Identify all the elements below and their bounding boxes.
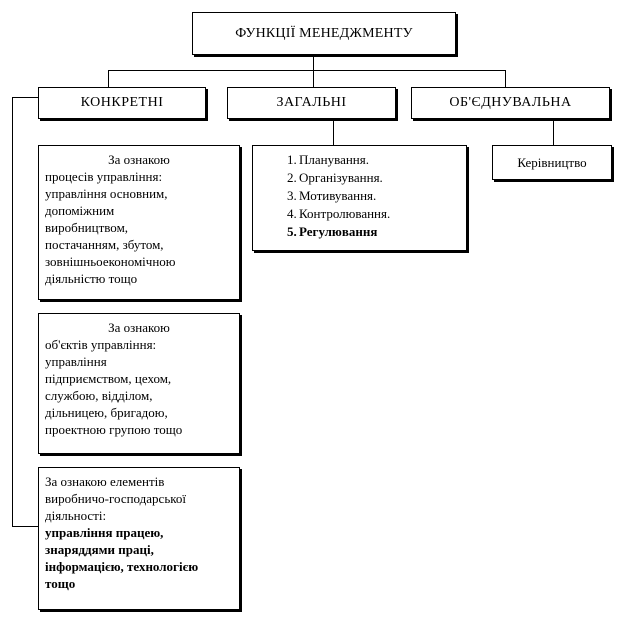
category-unifying-label: ОБ'ЄДНУВАЛЬНА [449,95,572,110]
block-line: допоміжним [45,203,115,218]
block-line: постачанням, збутом, [45,237,164,252]
list-item: 2. Організування. [287,170,383,185]
connector-horizontal-top [108,70,505,71]
category-specific-label: КОНКРЕТНІ [80,95,164,110]
block-line: службою, відділом, [45,388,153,403]
connector-specific-left-stub [12,97,38,98]
block-line: проектною групою тощо [45,422,183,437]
category-general [227,87,396,119]
connector-to-specific [108,70,109,87]
general-functions-list [253,146,466,241]
list-item: 1. Планування. [287,152,369,167]
unifying-function-label: Керівництво [517,154,587,170]
connector-specific-bottom [12,526,38,527]
block-head: За ознакою [108,320,170,335]
title-box [192,12,456,55]
connector-specific-vertical [12,97,13,527]
category-unifying [411,87,610,119]
block-line: дільницею, бригадою, [45,405,168,420]
list-item: 5. Регулювання [287,224,378,239]
list-item: 3. Мотивування. [287,188,377,203]
list-item: 4. Контролювання. [287,206,391,221]
block-line: діяльності: [45,508,107,523]
specific-block-elements [38,467,240,610]
block-line-bold: інформацією, технологією [45,559,199,574]
block-line: підприємством, цехом, [45,371,172,386]
connector-to-general [313,70,314,87]
connector-general-down [333,120,334,145]
connector-title-down [313,55,314,70]
block-line: об'єктів управління: [45,337,157,352]
block-line: управління основним, [45,186,168,201]
specific-block-objects [38,313,240,454]
diagram-title: ФУНКЦІЇ МЕНЕДЖМЕНТУ [235,25,413,41]
general-functions-box [252,145,467,251]
specific-block-processes [38,145,240,300]
category-specific [38,87,206,119]
block-line: управління [45,354,107,369]
block-line: діяльністю тощо [45,271,138,286]
connector-unifying-down [553,120,554,145]
block-line: виробництвом, [45,220,129,235]
block-line-bold: управління працею, [45,525,164,540]
block-line: виробничо-господарської [45,491,187,506]
unifying-function-box [492,145,612,180]
block-line: процесів управління: [45,169,163,184]
connector-to-unifying [505,70,506,87]
category-general-label: ЗАГАЛЬНІ [276,95,347,110]
block-line: За ознакою елементів [45,474,165,489]
block-line-bold: тощо [45,576,76,591]
block-head: За ознакою [108,152,170,167]
block-line-bold: знаряддями праці, [45,542,154,557]
block-line: зовнішньоекономічною [45,254,176,269]
